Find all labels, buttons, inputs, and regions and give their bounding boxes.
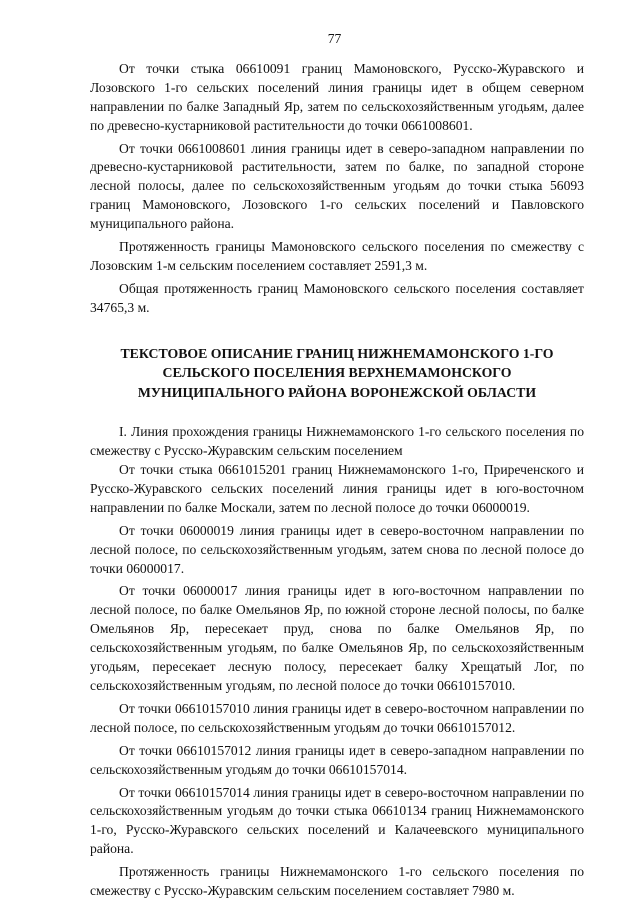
paragraph: От точки стыка 06610091 границ Мамоновского, Русско-Журавского и Лозовского 1-го сельских поселений линия границы идет в общем северном направлении по балке Западный Яр, затем по сельскохозяйственным угодьям, далее по древесно-кустарниковой растительности до точки 0661008601.: [90, 60, 584, 133]
page-number: 77: [327, 31, 342, 46]
paragraph: Общая протяженность границ Мамоновского сельского поселения составляет 34765,3 м.: [90, 280, 584, 315]
paragraph: От точки 06000019 линия границы идет в северо-восточном направлении по лесной полосе, по сельскохозяйственным угодьям, затем снова по лесной полосе до точки 06000017.: [90, 522, 584, 576]
paragraph: От точки 06000017 линия границы идет в юго-восточном направлении по лесной полосе, по балке Омельянов Яр, по южной стороне лесной полосы, по балке Омельянов Яр, пересекает пруд, снова по балке Омельянов Яр, по сельскохозяйственным угодьям, по балке Омельянов Яр, по сельскохозяйственным угодьям, пересекает лесную полосу, пересекает балку Хрещатый Лог, по сельскохозяйственным угодьям, по лесной полосе до точки 06610157010.: [90, 583, 584, 693]
heading-line: СЕЛЬСКОГО ПОСЕЛЕНИЯ ВЕРХНЕМАМОНСКОГО: [162, 365, 512, 381]
paragraph: От точки 06610157010 линия границы идет в северо-восточном направлении по лесной полосе, по сельскохозяйственным угодьям до точки 06610157012.: [90, 700, 584, 735]
paragraph: Протяженность границы Мамоновского сельского поселения по смежеству с Лозовским 1-м сельским поселением составляет 2591,3 м.: [90, 239, 584, 273]
paragraph: I. Линия прохождения границы Нижнемамонского 1-го сельского поселения по смежеству с Русско-Журавским сельским поселением: [90, 424, 584, 459]
paragraph: Протяженность границы Нижнемамонского 1-го сельского поселения по смежеству с Русско-Журавским сельским поселением составляет 7980 м.: [90, 864, 584, 899]
section-heading: [90, 344, 584, 403]
paragraph: От точки стыка 0661015201 границ Нижнемамонского 1-го, Приреченского и Русско-Журавского сельских поселений линия границы идет в юго-восточном направлении по балке Москали, затем по лесной полосе до точки 06000019.: [90, 462, 584, 515]
heading-line: МУНИЦИПАЛЬНОГО РАЙОНА ВОРОНЕЖСКОЙ ОБЛАСТИ: [137, 384, 537, 400]
paragraph: От точки 06610157012 линия границы идет в северо-западном направлении по сельскохозяйственным угодьям до точки 06610157014.: [90, 742, 584, 777]
paragraph: От точки 0661008601 линия границы идет в северо-западном направлении по древесно-кустарниковой растительности, затем по балке, по западной стороне лесной полосы, далее по сельскохозяйственным угодьям до точки стыка 56093 границ Мамоновского, Лозовского 1-го сельских поселений и Павловского муниципального района.: [90, 140, 584, 232]
heading-line: ТЕКСТОВОЕ ОПИСАНИЕ ГРАНИЦ НИЖНЕМАМОНСКОГО 1-ГО: [120, 345, 554, 361]
paragraph: От точки 06610157014 линия границы идет в северо-восточном направлении по сельскохозяйственным угодьям до точки стыка 06610134 границ Нижнемамонского 1-го, Русско-Журавского сельских поселений и Калачеевского муниципального района.: [90, 784, 584, 857]
document-page: [90, 30, 584, 901]
